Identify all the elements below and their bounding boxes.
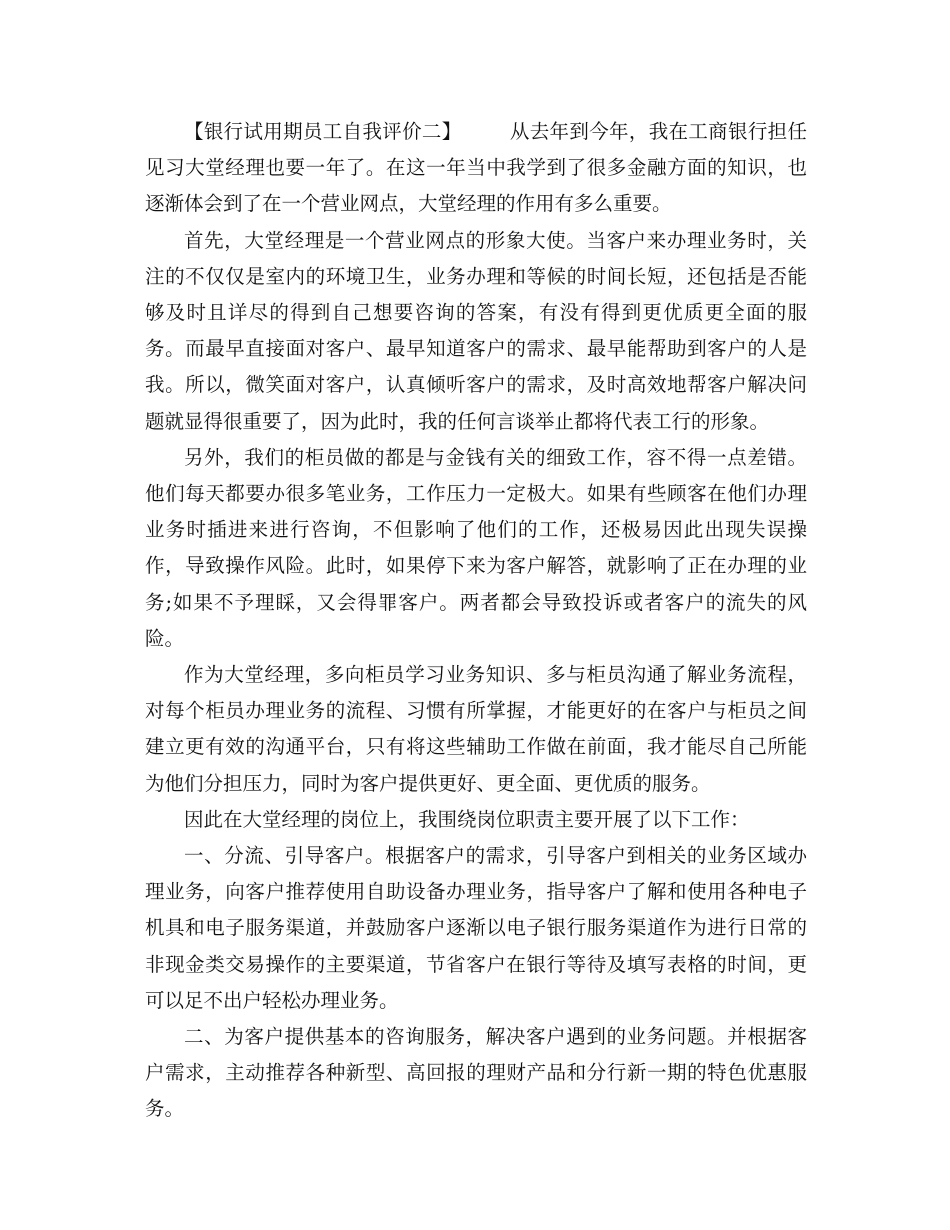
paragraph-1: [145, 114, 807, 223]
paragraph-7: 二、为客户提供基本的咨询服务，解决客户遇到的业务问题。并根据客户需求，主动推荐各种新型、高回报的理财产品和分行新一期的特色优惠服务。: [145, 1025, 807, 1121]
paragraph-5: 因此在大堂经理的岗位上，我围绕岗位职责主要开展了以下工作：: [184, 807, 750, 831]
paragraph-4: 作为大堂经理，多向柜员学习业务知识、多与柜员沟通了解业务流程，对每个柜员办理业务的流程、习惯有所掌握，才能更好的在客户与柜员之间建立更有效的沟通平台，只有将这些辅助工作做在前面，我才能尽自己所能为他们分担压力，同时为客户提供更好、更全面、更优质的服务。: [145, 663, 807, 795]
document-heading: 【银行试用期员工自我评价二】: [184, 120, 462, 143]
paragraph-6: 一、分流、引导客户。根据客户的需求，引导客户到相关的业务区域办理业务，向客户推荐使用自助设备办理业务，指导客户了解和使用各种电子机具和电子服务渠道，并鼓励客户逐渐以电子银行服务渠道作为进行日常的非现金类交易操作的主要渠道，节省客户在银行等待及填写表格的时间，更可以足不出户轻松办理业务。: [145, 844, 807, 1012]
document-body: [145, 114, 807, 1128]
paragraph-3: 另外，我们的柜员做的都是与金钱有关的细致工作，容不得一点差错。他们每天都要办很多笔业务，工作压力一定极大。如果有些顾客在他们办理业务时插进来进行咨询，不但影响了他们的工作，还极易因此出现失误操作，导致操作风险。此时，如果停下来为客户解答，就影响了正在办理的业务;如果不予理睬，又会得罪客户。两者都会导致投诉或者客户的流失的风险。: [145, 445, 807, 650]
paragraph-1-text: 从去年到今年，我在工商银行担任见习大堂经理也要一年了。在这一年当中我学到了很多金融方面的知识，也逐渐体会到了在一个营业网点，大堂经理的作用有多么重要。: [145, 120, 807, 216]
paragraph-2: 首先，大堂经理是一个营业网点的形象大使。当客户来办理业务时，关注的不仅仅是室内的环境卫生，业务办理和等候的时间长短，还包括是否能够及时且详尽的得到自己想要咨询的答案，有没有得到更优质更全面的服务。而最早直接面对客户、最早知道客户的需求、最早能帮助到客户的人是我。所以，微笑面对客户，认真倾听客户的需求，及时高效地帮客户解决问题就显得很重要了，因为此时，我的任何言谈举止都将代表工行的形象。: [145, 228, 807, 433]
